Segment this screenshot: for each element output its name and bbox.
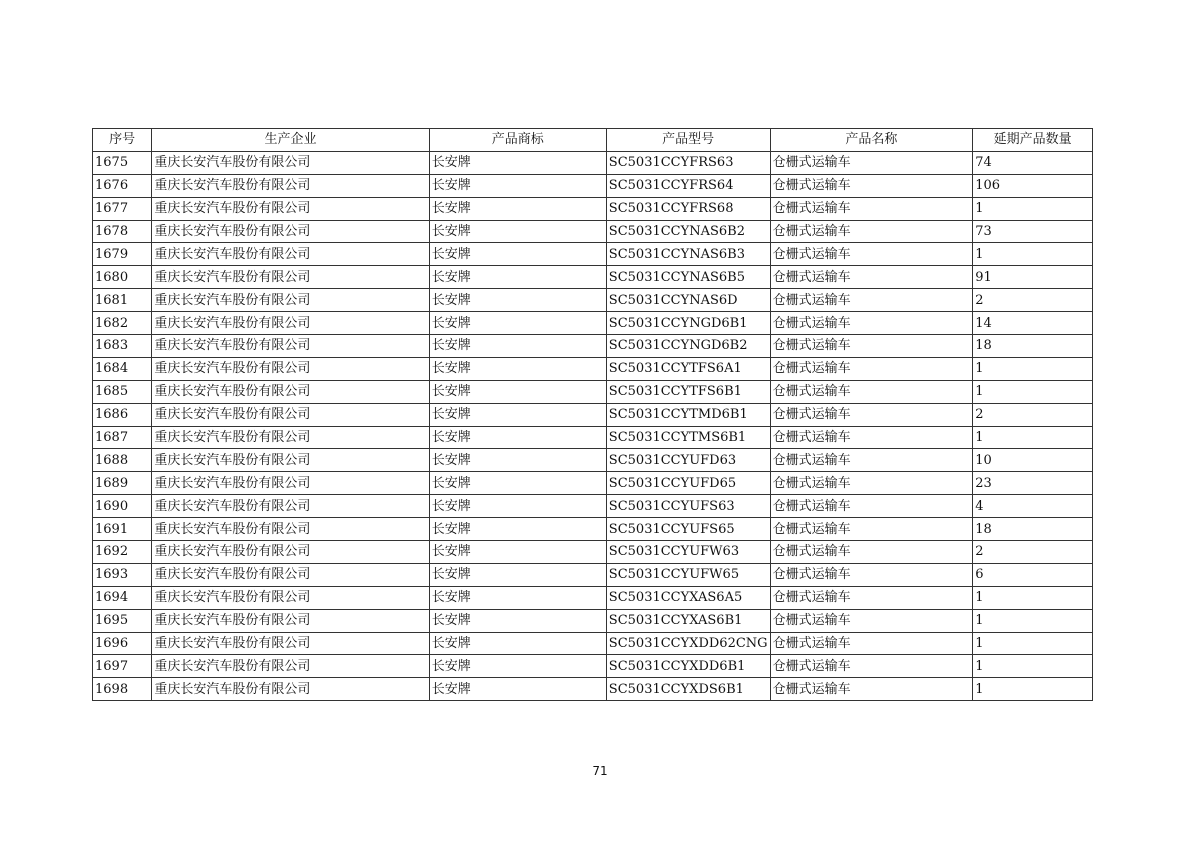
header-product-name: 产品名称 <box>770 129 973 152</box>
cell-model: SC5031CCYUFS65 <box>606 518 770 541</box>
header-quantity: 延期产品数量 <box>973 129 1093 152</box>
cell-model: SC5031CCYNAS6B3 <box>606 243 770 266</box>
cell-model: SC5031CCYUFW65 <box>606 563 770 586</box>
cell-seq: 1687 <box>93 426 152 449</box>
cell-seq: 1680 <box>93 266 152 289</box>
cell-quantity: 23 <box>973 472 1093 495</box>
cell-brand: 长安牌 <box>429 609 606 632</box>
table-row <box>93 380 1093 403</box>
table-row <box>93 632 1093 655</box>
cell-manufacturer: 重庆长安汽车股份有限公司 <box>152 609 429 632</box>
cell-seq: 1675 <box>93 151 152 174</box>
cell-product-name: 仓栅式运输车 <box>770 609 973 632</box>
cell-manufacturer: 重庆长安汽车股份有限公司 <box>152 449 429 472</box>
cell-brand: 长安牌 <box>429 174 606 197</box>
cell-quantity: 18 <box>973 518 1093 541</box>
cell-product-name: 仓栅式运输车 <box>770 220 973 243</box>
cell-manufacturer: 重庆长安汽车股份有限公司 <box>152 678 429 701</box>
cell-manufacturer: 重庆长安汽车股份有限公司 <box>152 312 429 335</box>
table-body <box>93 151 1093 700</box>
cell-manufacturer: 重庆长安汽车股份有限公司 <box>152 266 429 289</box>
table-row <box>93 335 1093 358</box>
cell-model: SC5031CCYUFD63 <box>606 449 770 472</box>
cell-model: SC5031CCYXDD6B1 <box>606 655 770 678</box>
cell-seq: 1697 <box>93 655 152 678</box>
cell-product-name: 仓栅式运输车 <box>770 472 973 495</box>
cell-quantity: 18 <box>973 335 1093 358</box>
cell-seq: 1693 <box>93 563 152 586</box>
cell-product-name: 仓栅式运输车 <box>770 197 973 220</box>
cell-model: SC5031CCYNAS6B5 <box>606 266 770 289</box>
table-row <box>93 197 1093 220</box>
table-row <box>93 243 1093 266</box>
table-row <box>93 472 1093 495</box>
cell-manufacturer: 重庆长安汽车股份有限公司 <box>152 289 429 312</box>
cell-seq: 1691 <box>93 518 152 541</box>
cell-brand: 长安牌 <box>429 289 606 312</box>
cell-manufacturer: 重庆长安汽车股份有限公司 <box>152 655 429 678</box>
cell-quantity: 2 <box>973 541 1093 564</box>
cell-product-name: 仓栅式运输车 <box>770 380 973 403</box>
cell-quantity: 1 <box>973 243 1093 266</box>
cell-brand: 长安牌 <box>429 357 606 380</box>
cell-manufacturer: 重庆长安汽车股份有限公司 <box>152 197 429 220</box>
cell-brand: 长安牌 <box>429 449 606 472</box>
cell-manufacturer: 重庆长安汽车股份有限公司 <box>152 220 429 243</box>
cell-manufacturer: 重庆长安汽车股份有限公司 <box>152 380 429 403</box>
table-row <box>93 609 1093 632</box>
cell-seq: 1681 <box>93 289 152 312</box>
cell-quantity: 1 <box>973 357 1093 380</box>
cell-brand: 长安牌 <box>429 426 606 449</box>
cell-brand: 长安牌 <box>429 563 606 586</box>
header-seq: 序号 <box>93 129 152 152</box>
cell-model: SC5031CCYNAS6B2 <box>606 220 770 243</box>
cell-manufacturer: 重庆长安汽车股份有限公司 <box>152 632 429 655</box>
table-row <box>93 586 1093 609</box>
cell-quantity: 73 <box>973 220 1093 243</box>
cell-product-name: 仓栅式运输车 <box>770 266 973 289</box>
cell-quantity: 1 <box>973 197 1093 220</box>
cell-product-name: 仓栅式运输车 <box>770 174 973 197</box>
table-row <box>93 449 1093 472</box>
cell-quantity: 91 <box>973 266 1093 289</box>
cell-brand: 长安牌 <box>429 197 606 220</box>
cell-quantity: 1 <box>973 380 1093 403</box>
cell-quantity: 6 <box>973 563 1093 586</box>
cell-product-name: 仓栅式运输车 <box>770 403 973 426</box>
cell-brand: 长安牌 <box>429 632 606 655</box>
table-row <box>93 312 1093 335</box>
cell-seq: 1678 <box>93 220 152 243</box>
cell-brand: 长安牌 <box>429 495 606 518</box>
cell-model: SC5031CCYTFS6B1 <box>606 380 770 403</box>
cell-manufacturer: 重庆长安汽车股份有限公司 <box>152 151 429 174</box>
page-number: 71 <box>592 764 608 778</box>
cell-product-name: 仓栅式运输车 <box>770 335 973 358</box>
cell-manufacturer: 重庆长安汽车股份有限公司 <box>152 518 429 541</box>
cell-product-name: 仓栅式运输车 <box>770 449 973 472</box>
product-extension-table <box>92 128 1093 701</box>
cell-seq: 1695 <box>93 609 152 632</box>
table-row <box>93 403 1093 426</box>
cell-product-name: 仓栅式运输车 <box>770 426 973 449</box>
cell-model: SC5031CCYUFW63 <box>606 541 770 564</box>
cell-brand: 长安牌 <box>429 312 606 335</box>
table-row <box>93 357 1093 380</box>
table-row <box>93 678 1093 701</box>
cell-manufacturer: 重庆长安汽车股份有限公司 <box>152 243 429 266</box>
cell-brand: 长安牌 <box>429 586 606 609</box>
cell-manufacturer: 重庆长安汽车股份有限公司 <box>152 541 429 564</box>
cell-manufacturer: 重庆长安汽车股份有限公司 <box>152 335 429 358</box>
cell-quantity: 10 <box>973 449 1093 472</box>
cell-manufacturer: 重庆长安汽车股份有限公司 <box>152 495 429 518</box>
cell-manufacturer: 重庆长安汽车股份有限公司 <box>152 426 429 449</box>
cell-manufacturer: 重庆长安汽车股份有限公司 <box>152 563 429 586</box>
cell-product-name: 仓栅式运输车 <box>770 289 973 312</box>
cell-model: SC5031CCYUFS63 <box>606 495 770 518</box>
cell-product-name: 仓栅式运输车 <box>770 357 973 380</box>
cell-product-name: 仓栅式运输车 <box>770 151 973 174</box>
cell-product-name: 仓栅式运输车 <box>770 541 973 564</box>
cell-seq: 1694 <box>93 586 152 609</box>
table-row <box>93 289 1093 312</box>
cell-brand: 长安牌 <box>429 655 606 678</box>
cell-product-name: 仓栅式运输车 <box>770 632 973 655</box>
cell-seq: 1686 <box>93 403 152 426</box>
cell-product-name: 仓栅式运输车 <box>770 312 973 335</box>
cell-seq: 1685 <box>93 380 152 403</box>
cell-quantity: 1 <box>973 586 1093 609</box>
cell-seq: 1698 <box>93 678 152 701</box>
cell-quantity: 1 <box>973 632 1093 655</box>
cell-manufacturer: 重庆长安汽车股份有限公司 <box>152 472 429 495</box>
cell-model: SC5031CCYXDD62CNG <box>606 632 770 655</box>
table-row <box>93 655 1093 678</box>
cell-product-name: 仓栅式运输车 <box>770 563 973 586</box>
cell-seq: 1683 <box>93 335 152 358</box>
cell-brand: 长安牌 <box>429 678 606 701</box>
cell-quantity: 1 <box>973 678 1093 701</box>
cell-quantity: 74 <box>973 151 1093 174</box>
cell-quantity: 2 <box>973 403 1093 426</box>
cell-seq: 1677 <box>93 197 152 220</box>
cell-model: SC5031CCYTMS6B1 <box>606 426 770 449</box>
cell-quantity: 14 <box>973 312 1093 335</box>
cell-brand: 长安牌 <box>429 266 606 289</box>
cell-quantity: 4 <box>973 495 1093 518</box>
cell-brand: 长安牌 <box>429 472 606 495</box>
cell-model: SC5031CCYFRS63 <box>606 151 770 174</box>
cell-model: SC5031CCYXAS6B1 <box>606 609 770 632</box>
cell-product-name: 仓栅式运输车 <box>770 586 973 609</box>
cell-seq: 1684 <box>93 357 152 380</box>
table-row <box>93 541 1093 564</box>
table-header-row <box>93 129 1093 152</box>
header-model: 产品型号 <box>606 129 770 152</box>
cell-model: SC5031CCYNGD6B2 <box>606 335 770 358</box>
cell-brand: 长安牌 <box>429 335 606 358</box>
cell-model: SC5031CCYNGD6B1 <box>606 312 770 335</box>
table-row <box>93 151 1093 174</box>
cell-brand: 长安牌 <box>429 151 606 174</box>
cell-manufacturer: 重庆长安汽车股份有限公司 <box>152 357 429 380</box>
cell-model: SC5031CCYXDS6B1 <box>606 678 770 701</box>
cell-brand: 长安牌 <box>429 380 606 403</box>
cell-seq: 1690 <box>93 495 152 518</box>
cell-product-name: 仓栅式运输车 <box>770 243 973 266</box>
cell-model: SC5031CCYFRS68 <box>606 197 770 220</box>
cell-seq: 1682 <box>93 312 152 335</box>
cell-model: SC5031CCYXAS6A5 <box>606 586 770 609</box>
header-manufacturer: 生产企业 <box>152 129 429 152</box>
cell-manufacturer: 重庆长安汽车股份有限公司 <box>152 174 429 197</box>
cell-brand: 长安牌 <box>429 243 606 266</box>
table-row <box>93 426 1093 449</box>
cell-brand: 长安牌 <box>429 220 606 243</box>
header-brand: 产品商标 <box>429 129 606 152</box>
cell-seq: 1679 <box>93 243 152 266</box>
cell-quantity: 2 <box>973 289 1093 312</box>
cell-quantity: 106 <box>973 174 1093 197</box>
cell-seq: 1696 <box>93 632 152 655</box>
cell-model: SC5031CCYTFS6A1 <box>606 357 770 380</box>
cell-brand: 长安牌 <box>429 518 606 541</box>
cell-model: SC5031CCYTMD6B1 <box>606 403 770 426</box>
cell-manufacturer: 重庆长安汽车股份有限公司 <box>152 403 429 426</box>
cell-quantity: 1 <box>973 426 1093 449</box>
cell-brand: 长安牌 <box>429 403 606 426</box>
cell-model: SC5031CCYFRS64 <box>606 174 770 197</box>
cell-product-name: 仓栅式运输车 <box>770 518 973 541</box>
cell-manufacturer: 重庆长安汽车股份有限公司 <box>152 586 429 609</box>
cell-seq: 1676 <box>93 174 152 197</box>
table-row <box>93 563 1093 586</box>
cell-product-name: 仓栅式运输车 <box>770 678 973 701</box>
cell-product-name: 仓栅式运输车 <box>770 655 973 678</box>
table-row <box>93 266 1093 289</box>
cell-model: SC5031CCYNAS6D <box>606 289 770 312</box>
table-row <box>93 495 1093 518</box>
table-row <box>93 174 1093 197</box>
cell-quantity: 1 <box>973 609 1093 632</box>
table-row <box>93 220 1093 243</box>
table-row <box>93 518 1093 541</box>
cell-seq: 1689 <box>93 472 152 495</box>
cell-seq: 1692 <box>93 541 152 564</box>
cell-product-name: 仓栅式运输车 <box>770 495 973 518</box>
cell-model: SC5031CCYUFD65 <box>606 472 770 495</box>
cell-seq: 1688 <box>93 449 152 472</box>
cell-quantity: 1 <box>973 655 1093 678</box>
cell-brand: 长安牌 <box>429 541 606 564</box>
